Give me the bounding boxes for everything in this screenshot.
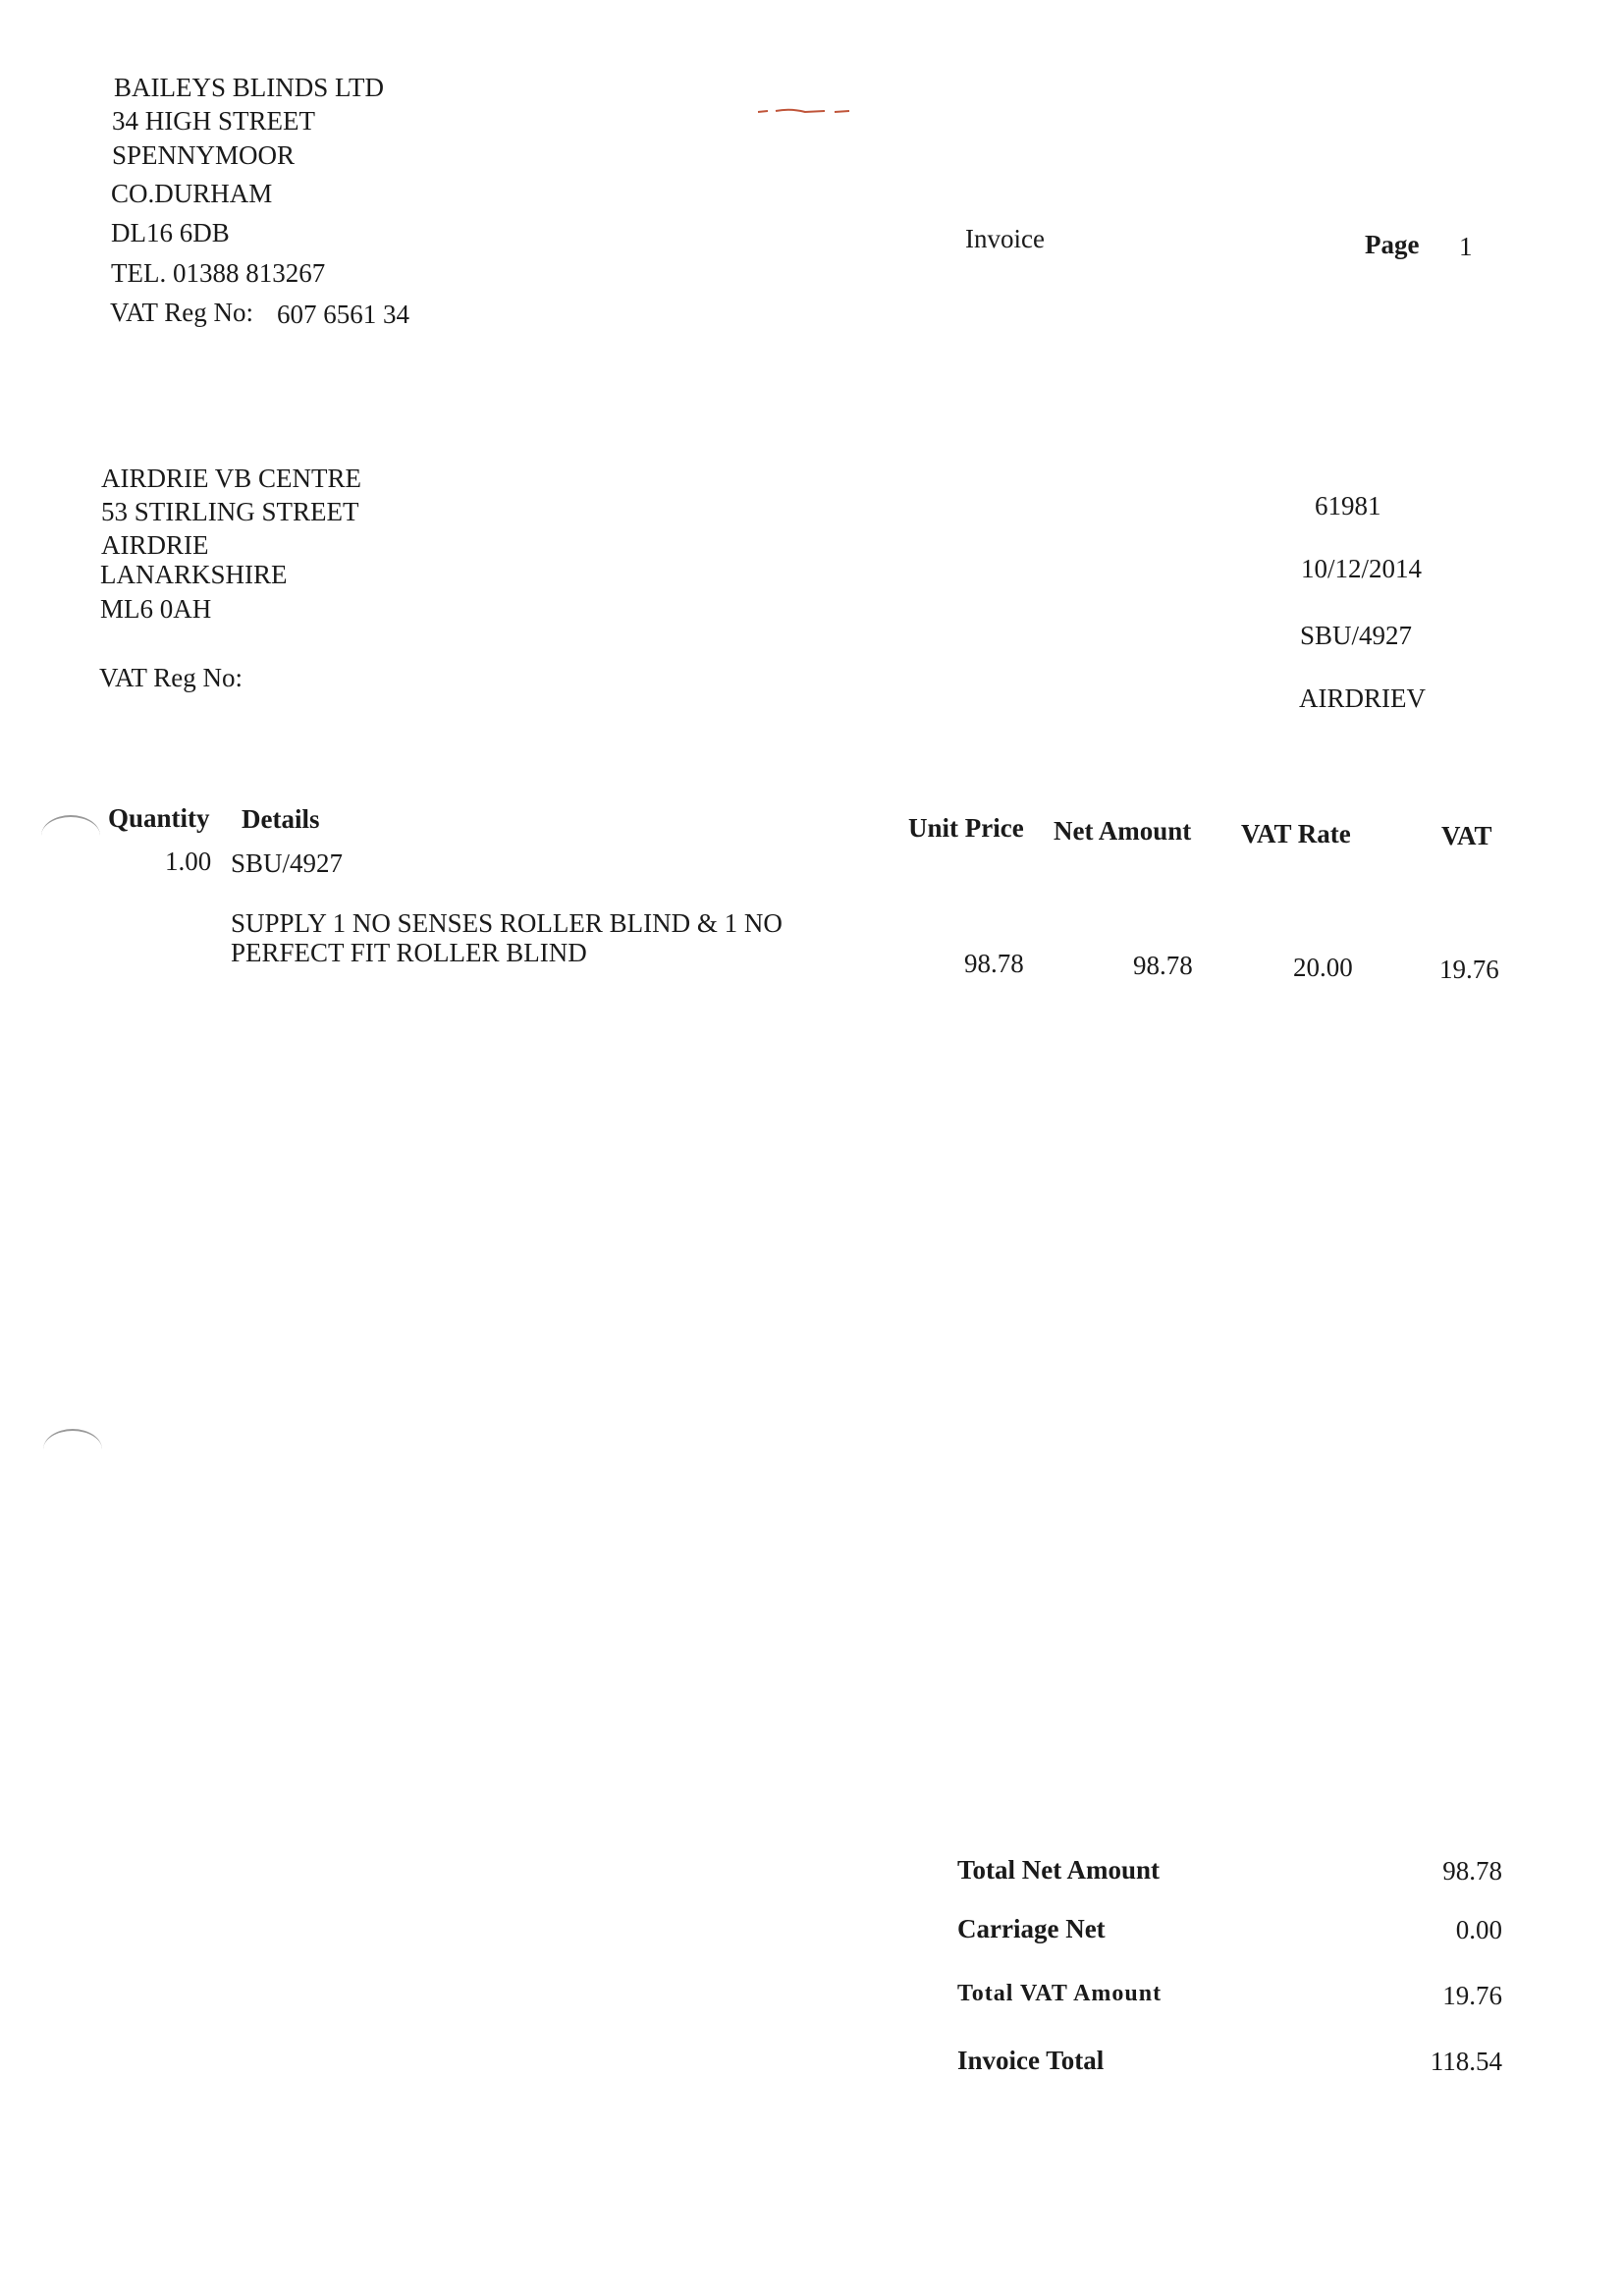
supplier-street: 34 HIGH STREET [112, 106, 315, 136]
document-type: Invoice [965, 224, 1045, 253]
customer-name: AIRDRIE VB CENTRE [101, 464, 362, 493]
row-net-amount: 98.78 [1133, 951, 1193, 980]
header-quantity: Quantity [108, 803, 210, 833]
supplier-vat-reg-value: 607 6561 34 [277, 300, 409, 329]
scan-mark [756, 106, 864, 116]
page-label: Page [1365, 230, 1420, 259]
row-code: SBU/4927 [231, 848, 344, 878]
row-vat: 19.76 [1439, 955, 1499, 984]
total-vat-value: 19.76 [1442, 1981, 1502, 2010]
carriage-value: 0.00 [1455, 1915, 1502, 1944]
row-unit-price: 98.78 [964, 949, 1024, 978]
invoice-date: 10/12/2014 [1301, 554, 1423, 583]
invoice-total-label: Invoice Total [957, 2046, 1105, 2075]
customer-town: AIRDRIE [101, 530, 209, 560]
carriage-label: Carriage Net [957, 1914, 1106, 1943]
punch-hole-top [41, 815, 100, 856]
supplier-vat-reg-label: VAT Reg No: [110, 298, 254, 327]
header-unit-price: Unit Price [908, 813, 1024, 843]
customer-county: LANARKSHIRE [100, 560, 288, 589]
supplier-postcode: DL16 6DB [111, 218, 230, 247]
supplier-name: BAILEYS BLINDS LTD [114, 73, 385, 102]
page-number: 1 [1459, 232, 1473, 261]
invoice-number: 61981 [1315, 491, 1381, 520]
total-net-value: 98.78 [1442, 1856, 1502, 1886]
supplier-county: CO.DURHAM [111, 179, 273, 208]
row-quantity: 1.00 [165, 847, 212, 876]
row-description-line2: PERFECT FIT ROLLER BLIND [231, 938, 587, 967]
supplier-tel: TEL. 01388 813267 [111, 258, 326, 288]
customer-vat-reg-label: VAT Reg No: [99, 663, 243, 692]
customer-street: 53 STIRLING STREET [101, 497, 359, 526]
header-vat: VAT [1441, 821, 1492, 850]
header-net-amount: Net Amount [1054, 816, 1192, 846]
header-vat-rate: VAT Rate [1241, 819, 1351, 848]
order-reference: SBU/4927 [1300, 621, 1413, 650]
total-net-label: Total Net Amount [957, 1855, 1161, 1885]
supplier-town: SPENNYMOOR [112, 140, 296, 170]
row-description-line1: SUPPLY 1 NO SENSES ROLLER BLIND & 1 NO [231, 908, 783, 938]
header-details: Details [242, 804, 320, 834]
total-vat-label: Total VAT Amount [957, 1981, 1163, 2006]
customer-postcode: ML6 0AH [100, 594, 212, 624]
account-code: AIRDRIEV [1299, 683, 1426, 713]
row-vat-rate: 20.00 [1293, 953, 1353, 982]
punch-hole-bottom [43, 1429, 102, 1470]
invoice-total-value: 118.54 [1430, 2047, 1502, 2076]
